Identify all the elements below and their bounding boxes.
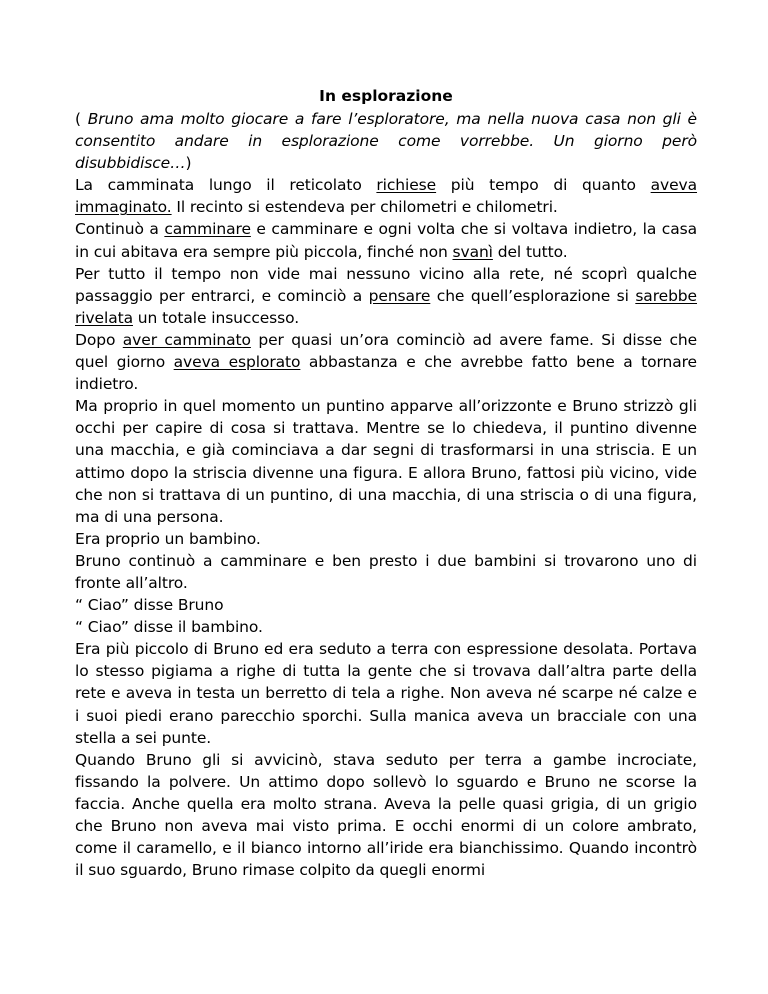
text-run: Continuò a [75,220,165,239]
text-run: La camminata lungo il reticolato [75,176,377,195]
paragraph-7: Bruno continuò a camminare e ben presto i due bambini si trovarono uno di fronte all’altro. [75,551,697,592]
paragraph-11: Quando Bruno gli si avvicinò, stava seduto per terra a gambe incrociate, fissando la polvere. Un attimo dopo sollevò lo sguardo e Bruno ne scorse la faccia. Anche quella era molto strana. Aveva la pelle quasi grigia, di un grigio che Bruno non aveva mai visto prima. E occhi enormi di un colore ambrato, come il caramello, e il bianco intorno all’iride era bianchissimo. Quando incontrò il suo sguardo, Bruno rimase colpito da quegli enormi [75,750,697,880]
dialogue-line-1: “ Ciao” disse Bruno [75,596,224,615]
underlined-verb: camminare [164,220,251,239]
intro-close-paren: ) [185,154,192,173]
text-run: Per tutto il tempo non vide mai nessuno vicino alla rete, né scoprì qualche passaggio per entrarci, e cominciò a [75,264,697,305]
document-page [75,84,697,881]
underlined-verb: aveva esplorato [173,353,301,372]
paragraph-6: Era proprio un bambino. [75,529,261,548]
underlined-verb: richiese [376,176,437,195]
text-run: più tempo di quanto [436,176,651,195]
underlined-verb: pensare [368,286,431,305]
text-run: che quell’esplorazione si [430,286,636,305]
underlined-verb: aver camminato [122,330,251,349]
underlined-verb: sarebbe rivelata [75,286,697,327]
text-run: Dopo [75,330,123,349]
underlined-verb: svanì [452,242,493,261]
paragraph-3 [75,263,697,329]
text-run: abbastanza e che avrebbe fatto bene a tornare indietro. [75,353,697,394]
intro-open-paren: ( [75,110,88,128]
text-run: Il recinto si estendeva per chilometri e chilometri. [171,198,558,217]
dialogue-line-2: “ Ciao” disse il bambino. [75,618,263,637]
underlined-verb: aveva immaginato. [75,176,698,217]
paragraph-5: Ma proprio in quel momento un puntino apparve all’orizzonte e Bruno strizzò gli occhi per capire di cosa si trattava. Mentre se lo chiedeva, il puntino divenne una macchia, e già cominciava a dar segni di trasformarsi in una striscia. E un attimo dopo la striscia divenne una figura. E allora Bruno, fattosi più vicino, vide che non si trattava di un puntino, di una macchia, di una striscia o di una figura, ma di una persona. [75,397,697,526]
text-run: un totale insuccesso. [132,308,300,327]
intro-paragraph [75,108,697,174]
text-run: e camminare e ogni volta che si voltava indietro, la casa in cui abitava era sempre più piccola, finché non [75,220,697,261]
paragraph-2 [75,218,697,262]
paragraph-10: Era più piccolo di Bruno ed era seduto a terra con espressione desolata. Portava lo stesso pigiama a righe di tutta la gente che si trovava dall’altra parte della rete e aveva in testa un berretto di tela a righe. Non aveva né scarpe né calze e i suoi piedi erano parecchio sporchi. Sulla manica aveva un bracciale con una stella a sei punte. [75,640,697,747]
document-title: In esplorazione [319,87,453,105]
text-run: del tutto. [492,242,568,261]
text-run: per quasi un’ora cominciò ad avere fame. Si disse che quel giorno [75,330,698,372]
paragraph-1 [75,174,697,218]
intro-text: Bruno ama molto giocare a fare l’esploratore, ma nella nuova casa non gli è consentito andare in esplorazione come vorrebbe. Un giorno però disubbidisce… [75,110,697,173]
paragraph-4 [75,329,697,395]
